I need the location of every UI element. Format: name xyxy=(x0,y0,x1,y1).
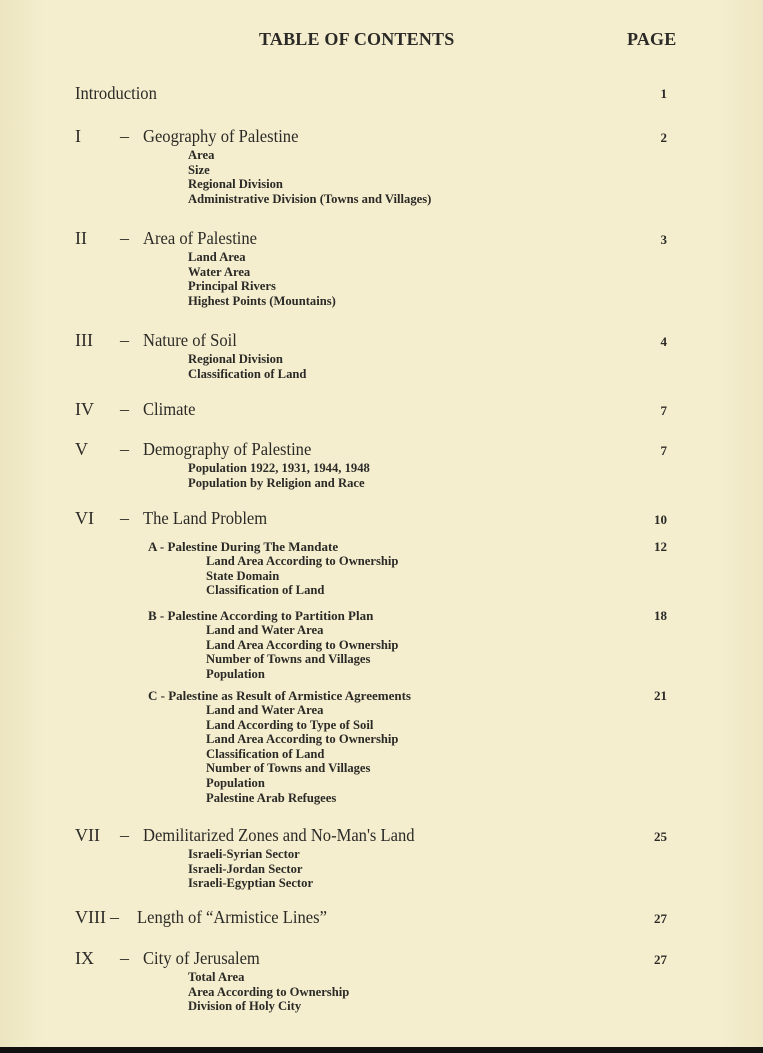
section-item: Division of Holy City xyxy=(188,998,302,1014)
section-dash: – xyxy=(120,825,129,845)
subsection-item: Land and Water Area xyxy=(206,622,324,637)
section-item: Area xyxy=(188,147,215,162)
subsection-item: Classification of Land xyxy=(206,582,325,598)
section-item: Regional Division xyxy=(188,176,283,192)
section-page: 27 xyxy=(654,911,667,926)
subsection-item: Land and Water Area xyxy=(206,702,324,717)
introduction-title: Introduction xyxy=(75,83,157,103)
section-title: City of Jerusalem xyxy=(143,948,260,968)
subsection-item: Land Area According to Ownership xyxy=(206,636,399,652)
subsection-page: 12 xyxy=(654,539,667,554)
section-item: Area According to Ownership xyxy=(188,983,350,999)
section-item: Size xyxy=(188,161,210,177)
section-page: 27 xyxy=(654,952,667,967)
section-page: 2 xyxy=(660,130,667,145)
section-item: Population by Religion and Race xyxy=(188,474,365,490)
section-numeral: I xyxy=(75,126,81,146)
section-title: Geography of Palestine xyxy=(143,126,299,146)
subsection-item: Population xyxy=(206,775,265,790)
section-dash: – xyxy=(120,439,129,459)
subsection-item: Number of Towns and Villages xyxy=(206,651,371,667)
section-item: Water Area xyxy=(188,263,251,279)
section-page: 3 xyxy=(660,232,667,247)
section-dash: – xyxy=(120,948,129,968)
subsection-item: Population xyxy=(206,665,265,681)
introduction-page: 1 xyxy=(660,86,667,101)
section-item: Population 1922, 1931, 1944, 1948 xyxy=(188,460,370,475)
section-title: Climate xyxy=(143,399,196,419)
subsection-item: Land Area According to Ownership xyxy=(206,553,399,568)
section-title: Demilitarized Zones and No-Man's Land xyxy=(143,825,415,845)
section-page: 7 xyxy=(660,443,667,458)
subsection-letter: C xyxy=(148,688,158,703)
section-title: The Land Problem xyxy=(143,508,268,528)
subsection-separator: - xyxy=(156,608,168,623)
section-dash: – xyxy=(120,228,129,248)
section-item: Administrative Division (Towns and Villages) xyxy=(188,190,432,206)
section-dash: – xyxy=(120,126,129,146)
section-item: Classification of Land xyxy=(188,365,307,381)
section-numeral: II xyxy=(75,228,87,248)
subsection-page: 21 xyxy=(654,688,667,703)
section-page: 7 xyxy=(660,403,667,418)
section-item: Israeli-Egyptian Sector xyxy=(188,875,314,891)
section-numeral: VIII xyxy=(75,907,106,927)
subsection-item: Classification of Land xyxy=(206,745,325,761)
section-page: 4 xyxy=(660,334,667,349)
subsection-item: Number of Towns and Villages xyxy=(206,760,371,776)
subsection-item: Palestine Arab Refugees xyxy=(206,789,337,805)
section-item: Total Area xyxy=(188,969,245,984)
section-item: Principal Rivers xyxy=(188,278,276,294)
subsection-letter: B xyxy=(148,608,157,623)
subsection-title: Palestine During The Mandate xyxy=(167,539,339,554)
section-dash: – xyxy=(120,399,129,419)
section-page: 25 xyxy=(654,829,667,844)
subsection-item: State Domain xyxy=(206,567,280,583)
subsection-title: Palestine According to Partition Plan xyxy=(167,608,374,623)
toc-heading: TABLE OF CONTENTS xyxy=(259,29,455,49)
section-item: Regional Division xyxy=(188,351,283,366)
subsection-page: 18 xyxy=(654,608,667,623)
page-column-heading: PAGE xyxy=(627,29,677,49)
section-dash: – xyxy=(110,907,119,927)
section-item: Israeli-Syrian Sector xyxy=(188,846,300,861)
section-numeral: III xyxy=(75,330,93,350)
section-page: 10 xyxy=(654,512,667,527)
section-title: Area of Palestine xyxy=(143,228,258,248)
subsection-letter: A xyxy=(148,539,157,554)
subsection-separator: - xyxy=(157,688,169,703)
section-item: Highest Points (Mountains) xyxy=(188,292,336,308)
section-numeral: IV xyxy=(75,399,94,419)
scan-bottom-edge xyxy=(0,1047,763,1053)
section-title: Length of “Armistice Lines” xyxy=(137,907,327,927)
subsection-item: Land According to Type of Soil xyxy=(206,716,374,732)
subsection-title: Palestine as Result of Armistice Agreements xyxy=(168,688,411,703)
section-title: Nature of Soil xyxy=(143,330,237,350)
section-numeral: V xyxy=(75,439,88,459)
section-dash: – xyxy=(120,508,129,528)
subsection-separator: - xyxy=(156,539,168,554)
section-numeral: VI xyxy=(75,508,94,528)
section-item: Israeli-Jordan Sector xyxy=(188,860,303,876)
section-numeral: VII xyxy=(75,825,100,845)
subsection-item: Land Area According to Ownership xyxy=(206,731,399,747)
section-numeral: IX xyxy=(75,948,94,968)
section-item: Land Area xyxy=(188,249,246,264)
section-title: Demography of Palestine xyxy=(143,439,312,459)
section-dash: – xyxy=(120,330,129,350)
